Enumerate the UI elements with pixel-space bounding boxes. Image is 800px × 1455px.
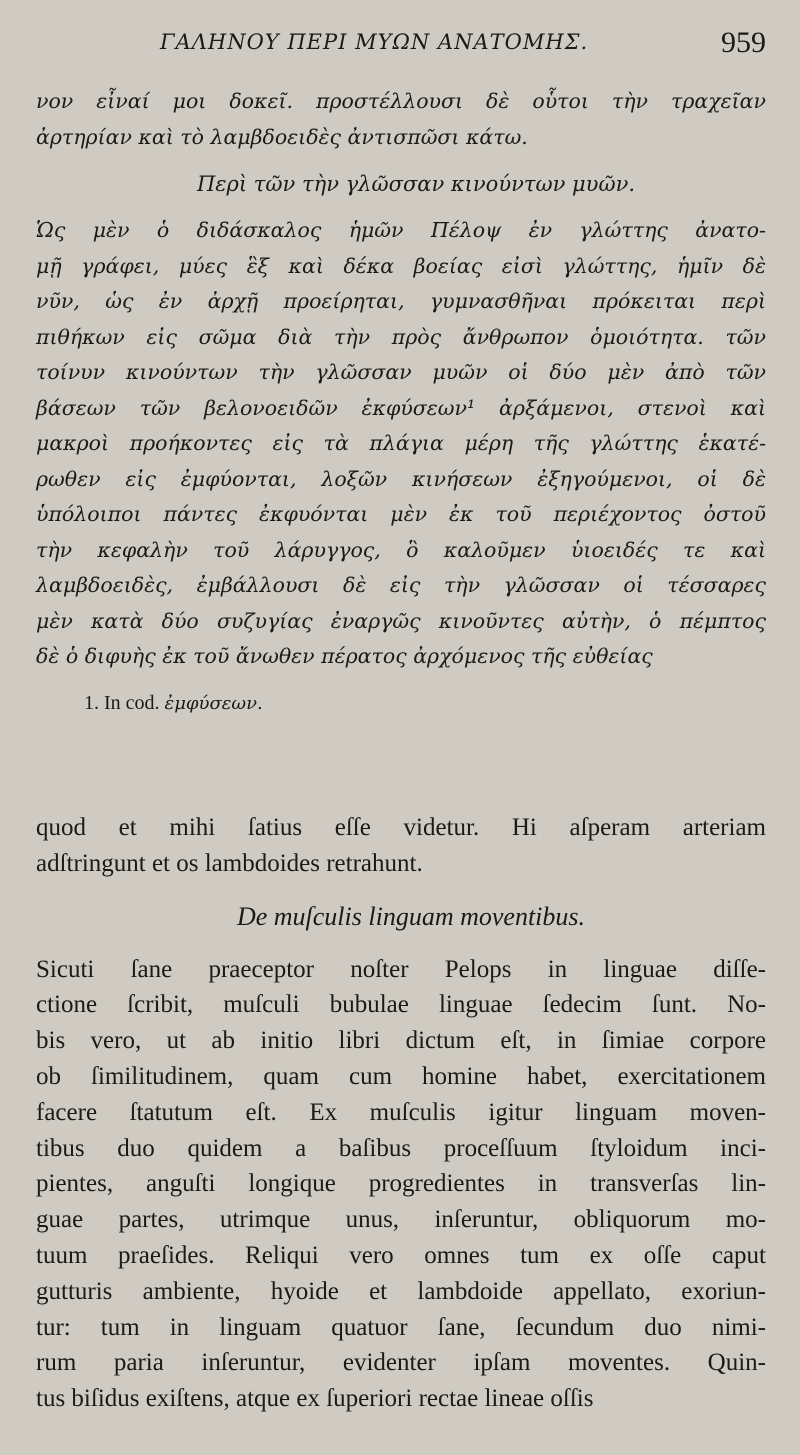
greek-body-line: μὲν κατὰ δύο συζυγίας ἐναργῶς κινοῦντες αὐτὴν, ὁ πέμπτος bbox=[36, 608, 766, 633]
latin-body-line: tuum praeſides. Reliqui vero omnes tum ex oſſe caput bbox=[36, 1241, 766, 1269]
latin-body-line: tus biſidus exiſtens, atque ex ſuperiori rectae lineae oſſis bbox=[36, 1385, 594, 1413]
page-number: 959 bbox=[721, 26, 766, 59]
latin-section-heading: De muſculis linguam moventibus. bbox=[236, 901, 586, 931]
running-title: ΓΑΛΗΝΟΥ ΠΕΡΙ ΜΥΩΝ ΑΝΑΤΟΜΗΣ. bbox=[160, 30, 589, 54]
greek-section-heading: Περὶ τῶν τὴν γλῶσσαν κινούντων μυῶν. bbox=[196, 172, 636, 196]
greek-body-line: ρωθεν εἰς ἐμφύονται, λοξῶν κινήσεων ἐξηγούμενοι, οἱ δὲ bbox=[36, 466, 766, 491]
footnote bbox=[36, 685, 766, 721]
latin-body-line: guae partes, utrimque unus, inſeruntur, obliquorum mo- bbox=[36, 1206, 766, 1234]
latin-intro-line: quod et mihi ſatius eſſe videtur. Hi aſperam arteriam bbox=[36, 814, 766, 841]
greek-body-line: Ὡς μὲν ὁ διδάσκαλος ἡμῶν Πέλοψ ἐν γλώττης ἀνατο- bbox=[36, 218, 766, 242]
greek-body-line: νῦν, ὡς ἐν ἀρχῇ προείρηται, γυμνασθῆναι πρόκειται περὶ bbox=[36, 289, 766, 313]
greek-body-line: τὴν κεφαλὴν τοῦ λάρυγγος, ὃ καλοῦμεν ὑιοειδές τε καὶ bbox=[36, 537, 766, 562]
greek-body-line: τοίνυν κινούντων τὴν γλῶσσαν μυῶν οἱ δύο μὲν ἀπὸ τῶν bbox=[36, 360, 766, 384]
greek-text-block bbox=[36, 84, 766, 721]
latin-body-line: rum paria inſeruntur, evidenter ipſam moventes. Quin- bbox=[36, 1349, 766, 1377]
greek-intro-line: ἀρτηρίαν καὶ τὸ λαμβδοειδὲς ἀντισπῶσι κάτω. bbox=[36, 124, 528, 149]
latin-body-line: Sicuti ſane praeceptor noſter Pelops in linguae diſſe- bbox=[36, 955, 766, 983]
latin-text-block bbox=[36, 810, 766, 1417]
greek-body-line: πιθήκων εἰς σῶμα διὰ τὴν πρὸς ἄνθρωπον ὁμοιότητα. τῶν bbox=[36, 324, 766, 349]
greek-body-line: ὑπόλοιποι πάντες ἐκφυόνται μὲν ἐκ τοῦ περιέχοντος ὀστοῦ bbox=[36, 502, 766, 526]
latin-body-line: facere ſtatutum eſt. Ex muſculis igitur linguam moven- bbox=[36, 1098, 766, 1126]
latin-intro-line: adſtringunt et os lambdoides retrahunt. bbox=[36, 849, 423, 877]
greek-body-line: μακροὶ προήκοντες εἰς τὰ πλάγια μέρη τῆς γλώττης ἑκατέ- bbox=[36, 431, 766, 455]
latin-body-line: gutturis ambiente, hyoide et lambdoide appellato, exoriun- bbox=[36, 1277, 766, 1305]
greek-body-line: λαμβδοειδὲς, ἐμβάλλουσι δὲ εἰς τὴν γλῶσσαν οἱ τέσσαρες bbox=[36, 573, 766, 597]
latin-body-line: tur: tum in linguam quatuor ſane, ſecundum duo nimi- bbox=[36, 1313, 766, 1341]
greek-body-line: μῇ γράφει, μύες ἓξ καὶ δέκα βοείας εἰσὶ γλώττης, ἡμῖν δὲ bbox=[36, 253, 766, 278]
running-head bbox=[0, 26, 800, 66]
footnote-label: 1. In cod. bbox=[84, 691, 160, 714]
footnote-greek-word: ἐμφύσεων. bbox=[164, 692, 263, 714]
greek-intro-line: νον εἶναί μοι δοκεῖ. προστέλλουσι δὲ οὗτοι τὴν τραχεῖαν bbox=[36, 89, 766, 113]
latin-body-line: ob ſimilitudinem, quam cum homine habet, exercitationem bbox=[36, 1062, 766, 1090]
latin-body-line: bis vero, ut ab initio libri dictum eſt, in ſimiae corpore bbox=[36, 1027, 766, 1055]
greek-body-line: βάσεων τῶν βελονοειδῶν ἐκφύσεων¹ ἀρξάμενοι, στενοὶ καὶ bbox=[36, 395, 766, 420]
greek-body-line: δὲ ὁ διφυὴς ἐκ τοῦ ἄνωθεν πέρατος ἀρχόμενος τῆς εὐθείας bbox=[36, 644, 653, 668]
latin-body-line: ctione ſcribit, muſculi bubulae linguae ſedecim ſunt. No- bbox=[36, 991, 766, 1019]
latin-body-line: pientes, anguſti longique progredientes in transverſas lin- bbox=[36, 1170, 766, 1198]
latin-body-line: tibus duo quidem a baſibus proceſſuum ſtyloidum inci- bbox=[36, 1134, 766, 1162]
